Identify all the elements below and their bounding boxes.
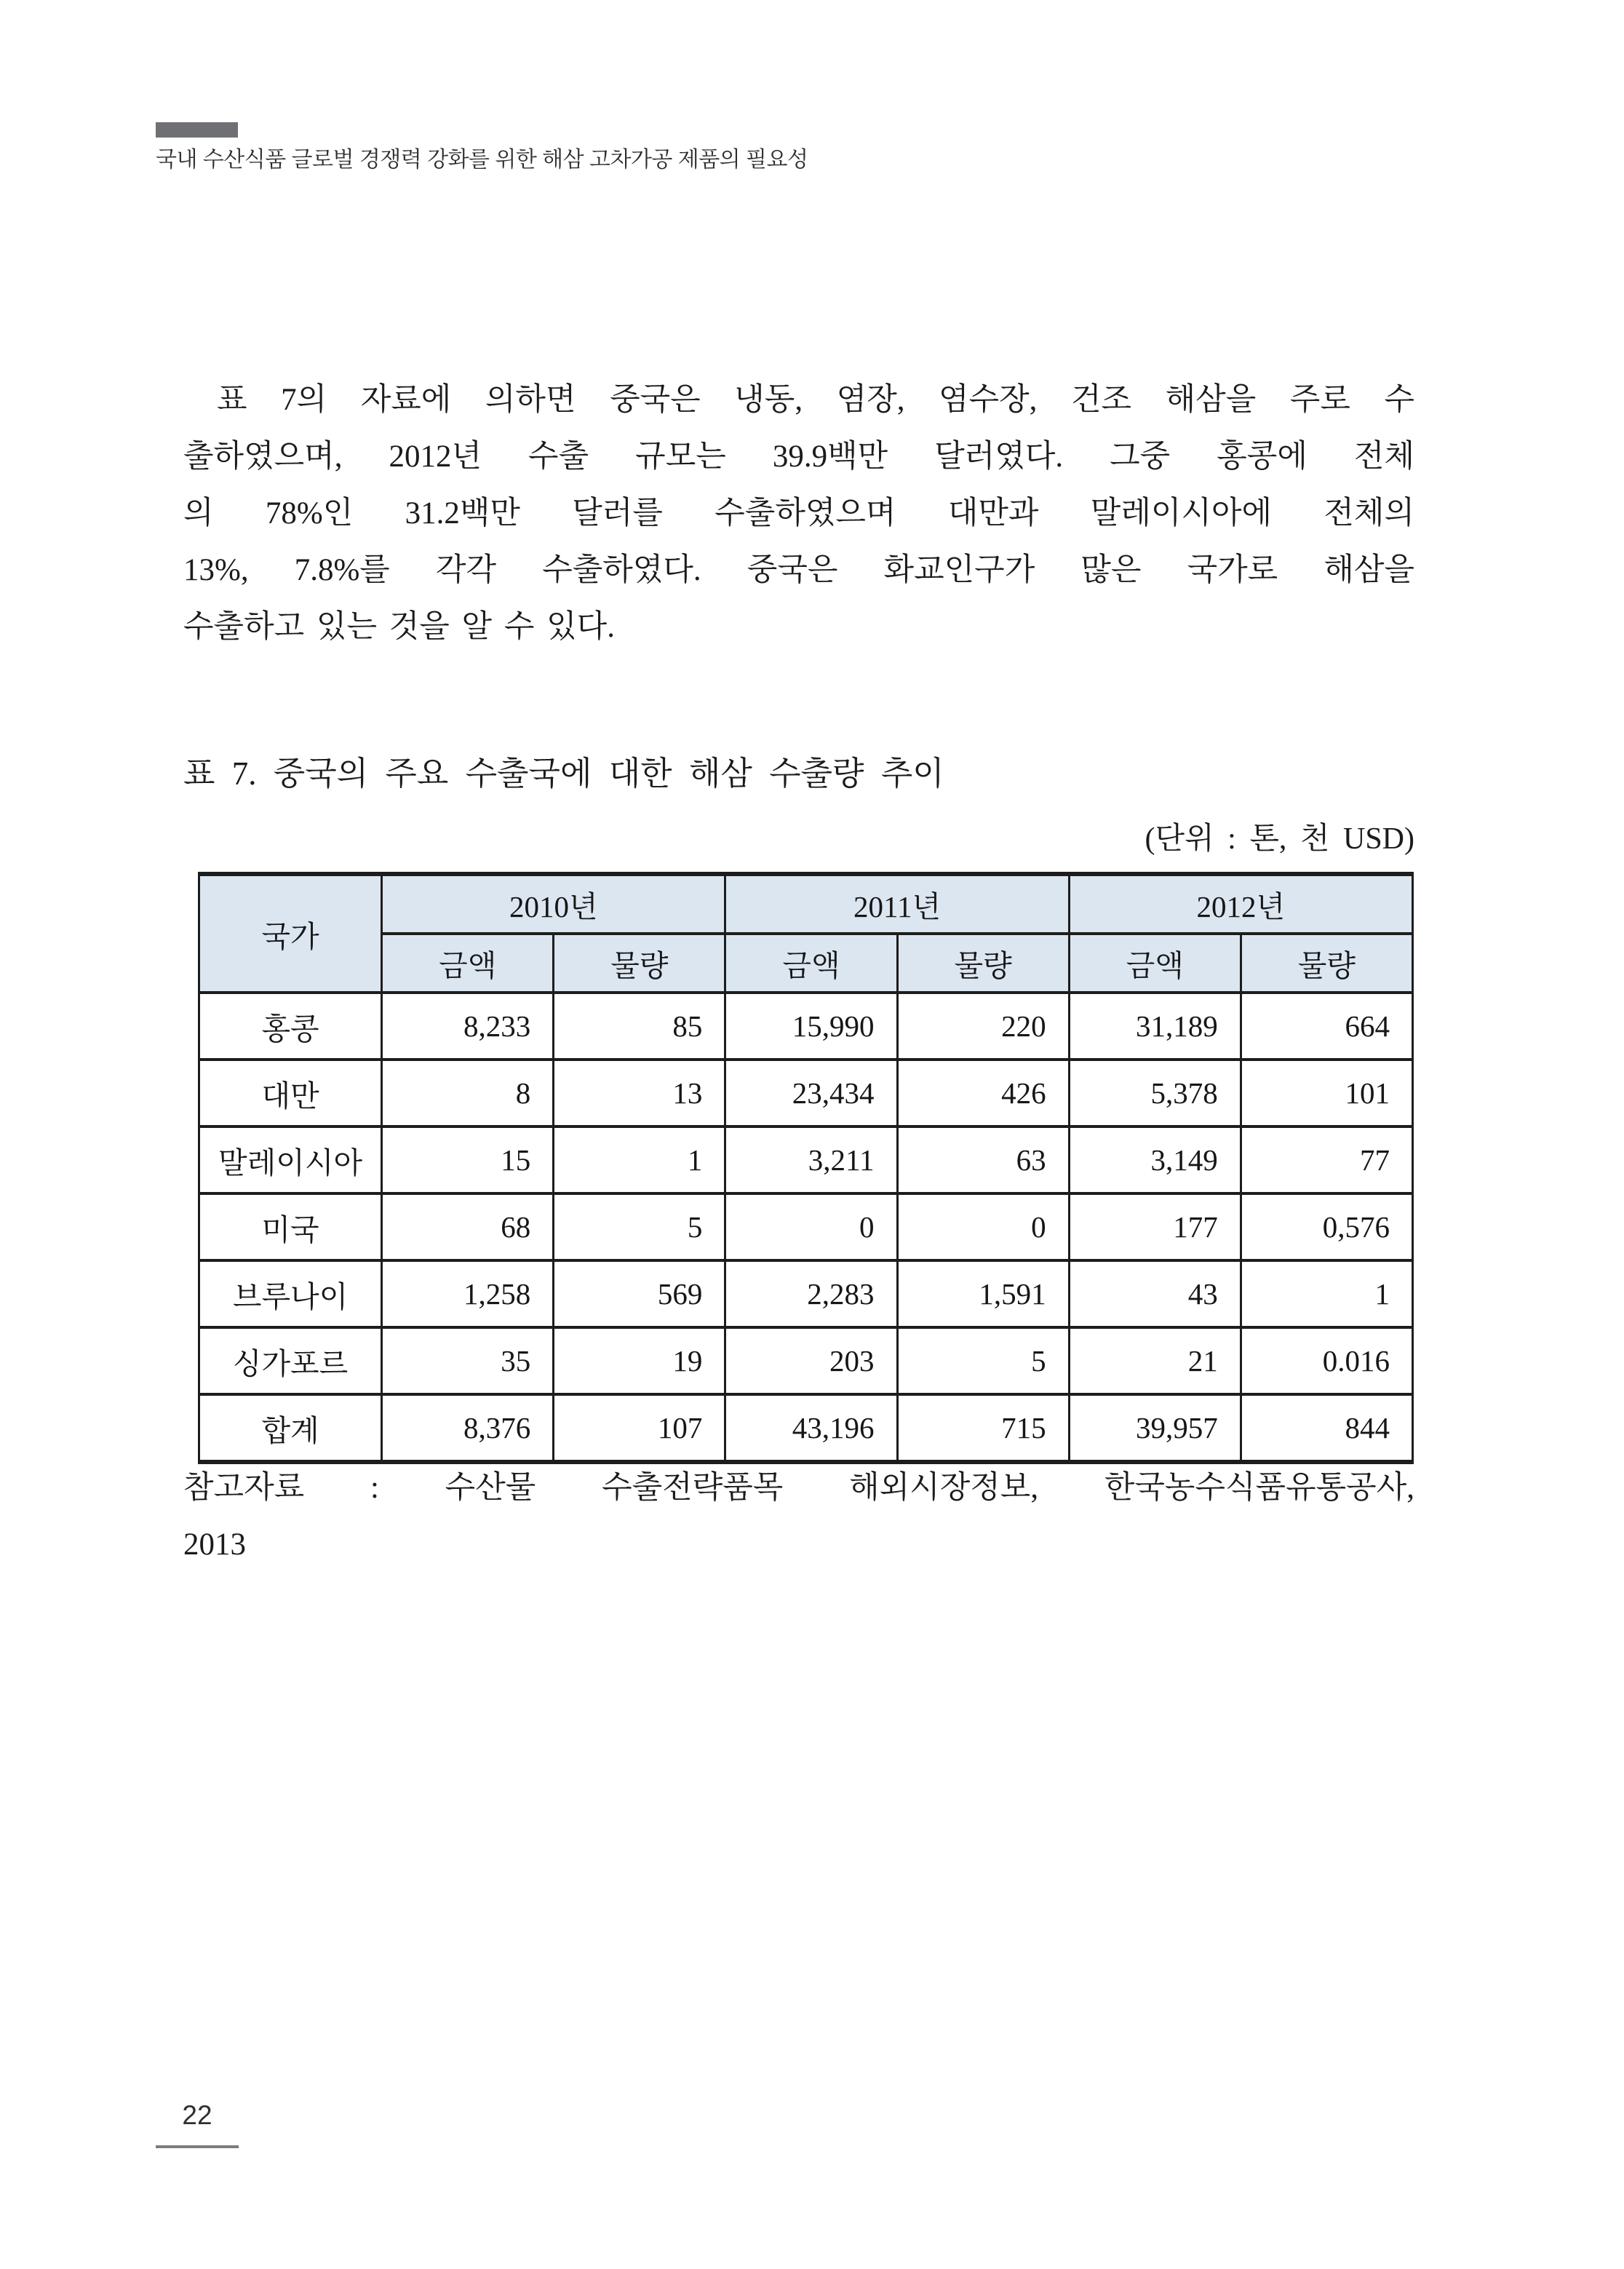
value-cell: 3,211 xyxy=(725,1126,897,1193)
table-row-total xyxy=(199,1394,1413,1462)
table-row xyxy=(199,1126,1413,1193)
value-cell: 35 xyxy=(382,1327,554,1394)
table-row xyxy=(199,993,1413,1060)
value-cell: 8,233 xyxy=(382,993,554,1060)
value-cell: 0 xyxy=(897,1193,1069,1260)
table-row xyxy=(199,1327,1413,1394)
export-volume-table xyxy=(198,872,1414,1464)
country-cell: 대만 xyxy=(199,1060,382,1126)
running-header-title: 국내 수산식품 글로벌 경쟁력 강화를 위한 해삼 고차가공 제품의 필요성 xyxy=(156,148,808,172)
footnote xyxy=(183,1460,1414,1573)
table-row xyxy=(199,1260,1413,1327)
value-cell: 3,149 xyxy=(1069,1126,1241,1193)
paragraph-line: 표 7의 자료에 의하면 중국은 냉동, 염장, 염수장, 건조 해삼을 주로 수 xyxy=(217,383,1414,417)
value-cell: 8,376 xyxy=(382,1394,554,1462)
value-cell: 68 xyxy=(382,1193,554,1260)
value-cell: 177 xyxy=(1069,1193,1241,1260)
sub-header-volume: 물량 xyxy=(897,934,1069,993)
value-cell: 844 xyxy=(1241,1394,1412,1462)
table-row xyxy=(199,1060,1413,1126)
table-row xyxy=(199,1193,1413,1260)
value-cell: 0 xyxy=(725,1193,897,1260)
value-cell: 13 xyxy=(554,1060,725,1126)
country-cell: 싱가포르 xyxy=(199,1327,382,1394)
value-cell: 426 xyxy=(897,1060,1069,1126)
sub-header-amount: 금액 xyxy=(1069,934,1241,993)
footnote-line: 참고자료 : 수산물 수출전략품목 해외시장정보, 한국농수식품유통공사, xyxy=(183,1471,1414,1505)
value-cell: 1 xyxy=(554,1126,725,1193)
country-cell: 말레이시아 xyxy=(199,1126,382,1193)
value-cell: 203 xyxy=(725,1327,897,1394)
value-cell: 43,196 xyxy=(725,1394,897,1462)
value-cell: 664 xyxy=(1241,993,1412,1060)
value-cell: 5,378 xyxy=(1069,1060,1241,1126)
value-cell: 15 xyxy=(382,1126,554,1193)
value-cell: 107 xyxy=(554,1394,725,1462)
value-cell: 220 xyxy=(897,993,1069,1060)
value-cell: 31,189 xyxy=(1069,993,1241,1060)
value-cell: 23,434 xyxy=(725,1060,897,1126)
table-unit-label: (단위 : 톤, 천 USD) xyxy=(1145,822,1414,856)
value-cell: 85 xyxy=(554,993,725,1060)
value-cell: 2,283 xyxy=(725,1260,897,1327)
country-cell: 미국 xyxy=(199,1193,382,1260)
value-cell: 0,576 xyxy=(1241,1193,1412,1260)
paragraph-line: 출하였으며, 2012년 수출 규모는 39.9백만 달러였다. 그중 홍콩에 전체 xyxy=(183,440,1414,474)
value-cell: 0.016 xyxy=(1241,1327,1412,1394)
table-header-row-sub xyxy=(199,934,1413,993)
value-cell: 21 xyxy=(1069,1327,1241,1394)
value-cell: 43 xyxy=(1069,1260,1241,1327)
paragraph-line: 수출하고 있는 것을 알 수 있다. xyxy=(183,610,615,644)
value-cell: 715 xyxy=(897,1394,1069,1462)
country-cell: 합계 xyxy=(199,1394,382,1462)
value-cell: 5 xyxy=(554,1193,725,1260)
page-number: 22 xyxy=(182,2100,212,2130)
value-cell: 1,591 xyxy=(897,1260,1069,1327)
paragraph-line: 13%, 7.8%를 각각 수출하였다. 중국은 화교인구가 많은 국가로 해삼을 xyxy=(183,553,1414,587)
sub-header-volume: 물량 xyxy=(1241,934,1412,993)
col-header-year-2010: 2010년 xyxy=(382,874,725,934)
value-cell: 39,957 xyxy=(1069,1394,1241,1462)
value-cell: 15,990 xyxy=(725,993,897,1060)
paragraph-line: 의 78%인 31.2백만 달러를 수출하였으며 대만과 말레이시아에 전체의 xyxy=(183,496,1414,531)
value-cell: 5 xyxy=(897,1327,1069,1394)
sub-header-volume: 물량 xyxy=(554,934,725,993)
country-cell: 브루나이 xyxy=(199,1260,382,1327)
value-cell: 569 xyxy=(554,1260,725,1327)
value-cell: 77 xyxy=(1241,1126,1412,1193)
value-cell: 19 xyxy=(554,1327,725,1394)
col-header-year-2011: 2011년 xyxy=(725,874,1069,934)
value-cell: 8 xyxy=(382,1060,554,1126)
sub-header-amount: 금액 xyxy=(382,934,554,993)
value-cell: 101 xyxy=(1241,1060,1412,1126)
page-number-rule xyxy=(156,2145,239,2148)
table-header-row-years xyxy=(199,874,1413,934)
header-accent-bar xyxy=(156,122,238,138)
body-paragraph xyxy=(183,372,1414,656)
footnote-line: 2013 xyxy=(183,1527,246,1562)
col-header-country: 국가 xyxy=(199,874,382,993)
country-cell: 홍콩 xyxy=(199,993,382,1060)
sub-header-amount: 금액 xyxy=(725,934,897,993)
value-cell: 63 xyxy=(897,1126,1069,1193)
col-header-year-2012: 2012년 xyxy=(1069,874,1412,934)
value-cell: 1 xyxy=(1241,1260,1412,1327)
value-cell: 1,258 xyxy=(382,1260,554,1327)
table-caption: 표 7. 중국의 주요 수출국에 대한 해삼 수출량 추이 xyxy=(183,755,944,792)
